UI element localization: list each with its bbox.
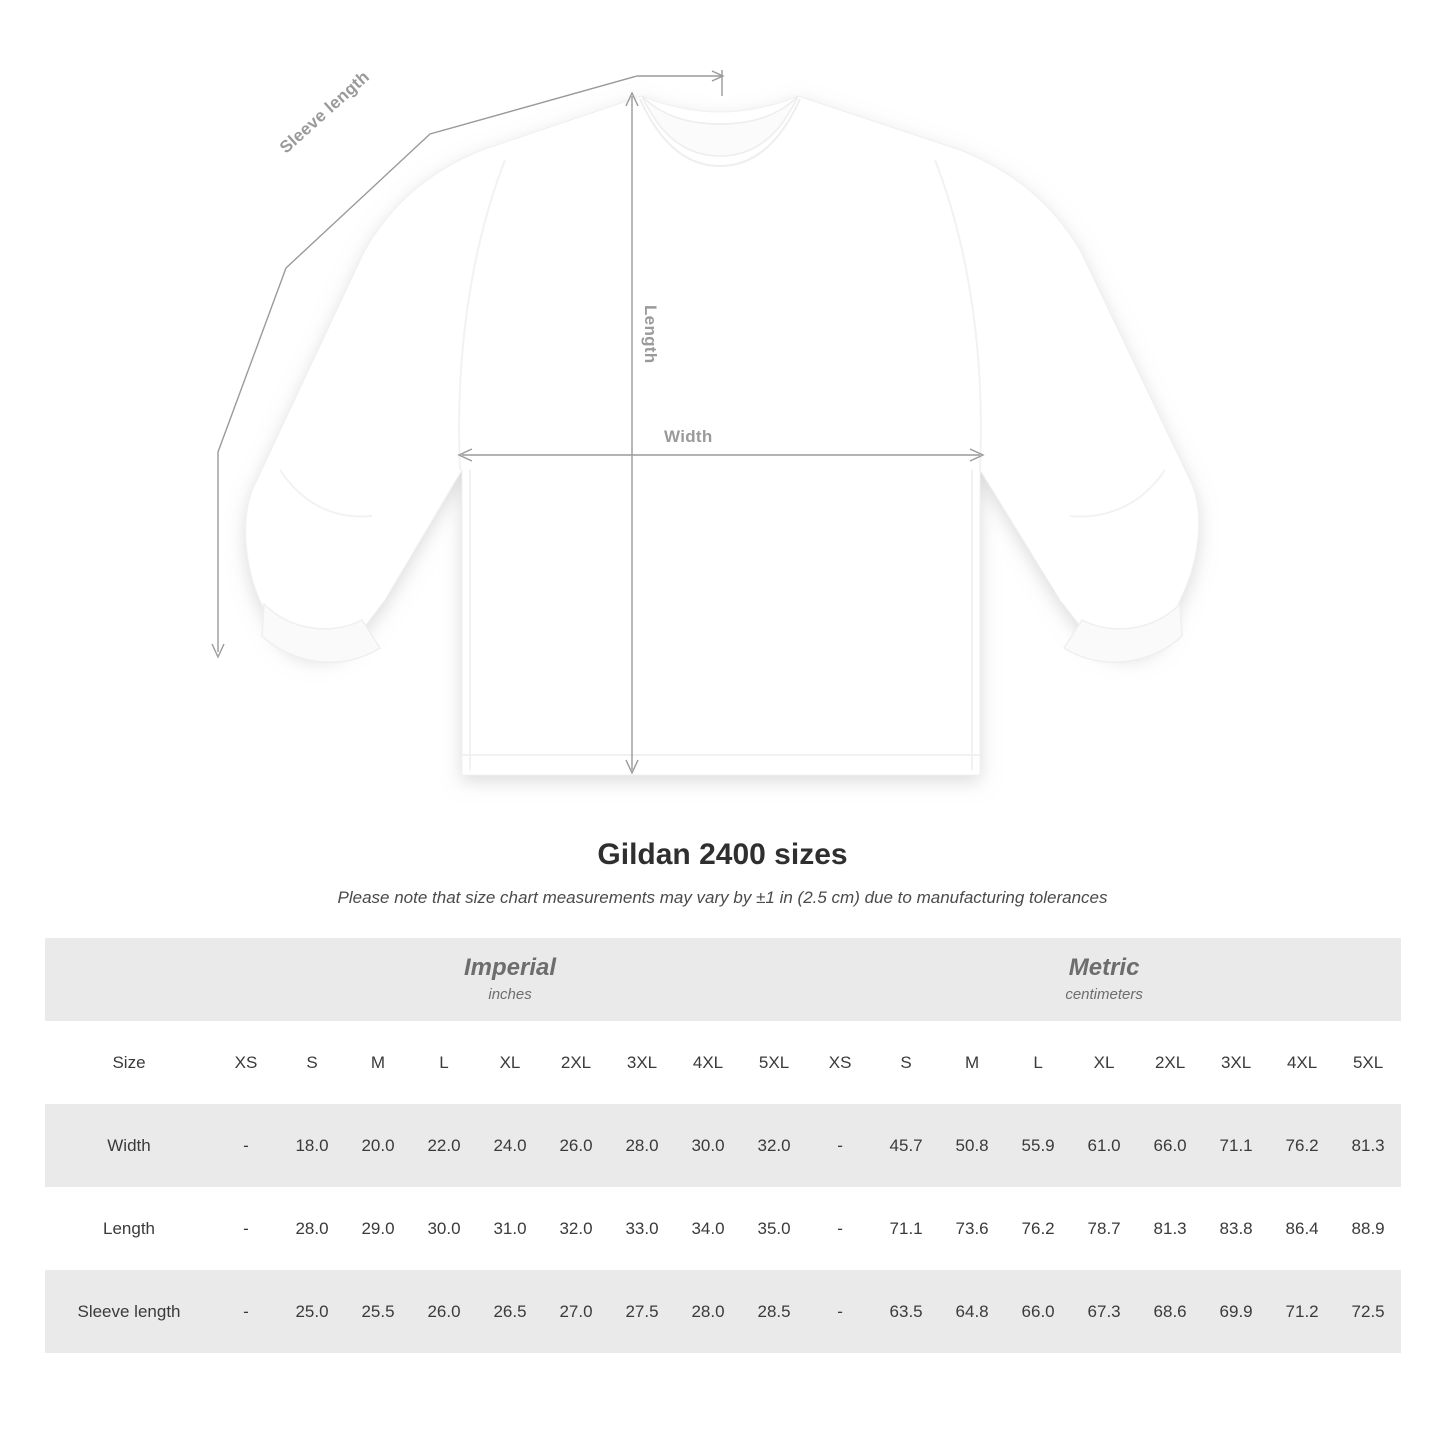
column-header: 5XL	[741, 1021, 807, 1104]
table-cell: 81.3	[1137, 1187, 1203, 1270]
table-cell: 28.0	[279, 1187, 345, 1270]
column-header: 4XL	[1269, 1021, 1335, 1104]
table-cell: -	[807, 1104, 873, 1187]
metric-unit-cell	[807, 938, 1401, 1021]
table-cell: 66.0	[1137, 1104, 1203, 1187]
column-header: 3XL	[609, 1021, 675, 1104]
table-cell: 81.3	[1335, 1104, 1401, 1187]
table-cell: 69.9	[1203, 1270, 1269, 1353]
unit-header-row	[45, 938, 1401, 1021]
column-header: S	[873, 1021, 939, 1104]
column-header: M	[939, 1021, 1005, 1104]
sleeve-length-label: Sleeve length	[276, 67, 374, 158]
table-cell: 76.2	[1005, 1187, 1071, 1270]
table-cell: 29.0	[345, 1187, 411, 1270]
size-header-row	[45, 1021, 1401, 1104]
table-cell: 27.5	[609, 1270, 675, 1353]
table-cell: 83.8	[1203, 1187, 1269, 1270]
table-cell: -	[213, 1270, 279, 1353]
table-cell: 34.0	[675, 1187, 741, 1270]
column-header: 3XL	[1203, 1021, 1269, 1104]
imperial-subtitle: inches	[488, 985, 532, 1003]
table-cell: 45.7	[873, 1104, 939, 1187]
size-chart-table	[45, 938, 1401, 1353]
table-cell: 73.6	[939, 1187, 1005, 1270]
metric-subtitle: centimeters	[1065, 985, 1143, 1003]
width-label: Width	[664, 427, 713, 446]
tolerance-note: Please note that size chart measurements may vary by ±1 in (2.5 cm) due to manufacturing tolerances	[337, 888, 1108, 907]
column-header: 4XL	[675, 1021, 741, 1104]
table-cell: 28.0	[675, 1270, 741, 1353]
imperial-title: Imperial	[464, 953, 557, 981]
table-cell: 27.0	[543, 1270, 609, 1353]
column-header: S	[279, 1021, 345, 1104]
table-cell: 68.6	[1137, 1270, 1203, 1353]
table-cell: 32.0	[741, 1104, 807, 1187]
column-header: XL	[477, 1021, 543, 1104]
table-cell: 18.0	[279, 1104, 345, 1187]
table-cell: 66.0	[1005, 1270, 1071, 1353]
table-cell: -	[807, 1187, 873, 1270]
table-row	[45, 1270, 1401, 1353]
row-header: Sleeve length	[45, 1270, 213, 1353]
table-cell: 55.9	[1005, 1104, 1071, 1187]
table-cell: 26.0	[411, 1270, 477, 1353]
table-cell: 86.4	[1269, 1187, 1335, 1270]
row-header: Width	[45, 1104, 213, 1187]
table-cell: 71.1	[1203, 1104, 1269, 1187]
table-cell: 71.2	[1269, 1270, 1335, 1353]
table-cell: 28.5	[741, 1270, 807, 1353]
column-header: 5XL	[1335, 1021, 1401, 1104]
table-row	[45, 1104, 1401, 1187]
table-cell: 30.0	[675, 1104, 741, 1187]
table-cell: 25.0	[279, 1270, 345, 1353]
column-header: M	[345, 1021, 411, 1104]
column-header: XL	[1071, 1021, 1137, 1104]
table-cell: 67.3	[1071, 1270, 1137, 1353]
table-cell: -	[213, 1187, 279, 1270]
table-cell: -	[213, 1104, 279, 1187]
table-cell: 22.0	[411, 1104, 477, 1187]
imperial-unit-cell	[213, 938, 807, 1021]
table-cell: 72.5	[1335, 1270, 1401, 1353]
table-cell: 20.0	[345, 1104, 411, 1187]
table-cell: 30.0	[411, 1187, 477, 1270]
table-cell: 26.5	[477, 1270, 543, 1353]
table-cell: 35.0	[741, 1187, 807, 1270]
column-header: XS	[807, 1021, 873, 1104]
size-header-cell: Size	[45, 1021, 213, 1104]
table-cell: 33.0	[609, 1187, 675, 1270]
unit-spacer-cell	[45, 938, 213, 1021]
length-label: Length	[641, 305, 660, 364]
table-cell: 88.9	[1335, 1187, 1401, 1270]
row-header: Length	[45, 1187, 213, 1270]
table-cell: 28.0	[609, 1104, 675, 1187]
table-cell: -	[807, 1270, 873, 1353]
metric-title: Metric	[1068, 953, 1140, 981]
table-cell: 32.0	[543, 1187, 609, 1270]
table-cell: 26.0	[543, 1104, 609, 1187]
column-header: 2XL	[1137, 1021, 1203, 1104]
page-title: Gildan 2400 sizes	[597, 838, 848, 871]
table-cell: 78.7	[1071, 1187, 1137, 1270]
size-chart-table-wrapper	[45, 938, 1400, 1353]
table-cell: 64.8	[939, 1270, 1005, 1353]
table-row	[45, 1187, 1401, 1270]
table-cell: 24.0	[477, 1104, 543, 1187]
column-header: 2XL	[543, 1021, 609, 1104]
column-header: L	[1005, 1021, 1071, 1104]
table-cell: 71.1	[873, 1187, 939, 1270]
table-cell: 50.8	[939, 1104, 1005, 1187]
table-cell: 25.5	[345, 1270, 411, 1353]
column-header: L	[411, 1021, 477, 1104]
table-cell: 63.5	[873, 1270, 939, 1353]
table-cell: 31.0	[477, 1187, 543, 1270]
column-header: XS	[213, 1021, 279, 1104]
table-cell: 76.2	[1269, 1104, 1335, 1187]
table-cell: 61.0	[1071, 1104, 1137, 1187]
